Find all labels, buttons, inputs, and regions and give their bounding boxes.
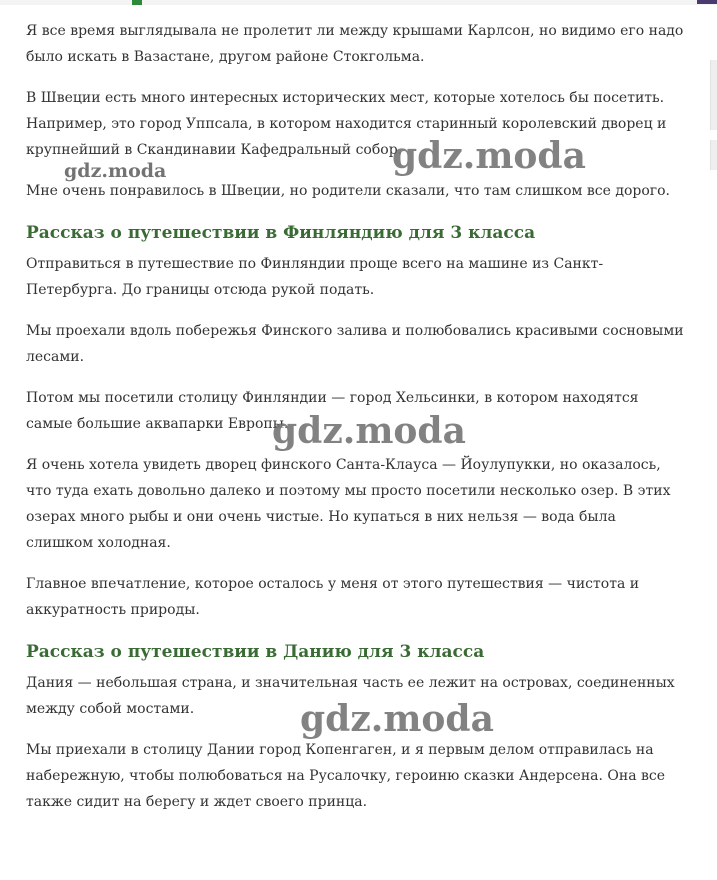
paragraph-finland-2: Мы проехали вдоль побережья Финского залива и полюбовались красивыми сосновыми лесами. [26,323,684,365]
paragraph-denmark-1: Дания — небольшая страна, и значительная часть ее лежит на островах, соединенных между собой мостами. [26,675,675,717]
paragraph-sweden-1: Я все время выглядывала не пролетит ли между крышами Карлсон, но видимо его надо было искать в Вазастане, другом районе Стокгольма. [26,23,684,65]
side-widget-edge [710,60,717,130]
heading-finland: Рассказ о путешествии в Финляндию для 3 класса [26,223,536,243]
paragraph-denmark-2: Мы приехали в столицу Дании город Копенгаген, и я первым делом отправилась на набережную, чтобы полюбоваться на Русалочку, героиню сказки Андерсена. Она все также сидит на берегу и ждет своего принца. [26,742,666,810]
paragraph-finland-5: Главное впечатление, которое осталось у меня от этого путешествия — чистота и аккуратность природы. [26,576,640,618]
watermark-top: gdz.moda [392,135,586,177]
watermark-bottom: gdz.moda [300,698,494,740]
paragraph-sweden-3: Мне очень понравилось в Швеции, но родители сказали, что там слишком все дорого. [26,183,670,199]
paragraph-finland-1: Отправиться в путешествие по Финляндии проще всего на машине из Санкт-Петербурга. До границы отсюда рукой подать. [26,256,604,298]
paragraph-finland-4: Я очень хотела увидеть дворец финского Санта-Клауса — Йоулупукки, но оказалось, что туда ехать довольно далеко и поэтому мы просто посетили несколько озер. В этих озерах много рыбы и они очень чистые. Но купаться в них нельзя — вода была слишком холодная. [26,457,671,551]
toolbar-green-icon [132,0,142,5]
watermark-middle: gdz.moda [272,410,466,452]
side-widget-edge-2 [710,140,717,170]
top-toolbar-strip [0,0,717,5]
toolbar-accent-bar [697,0,717,4]
paragraph-sweden-2: В Швеции есть много интересных исторических мест, которые хотелось бы посетить. Например, это город Уппсала, в котором находится старинный королевский дворец и крупнейший в Скандинавии Кафедральный собор. [26,90,667,158]
heading-denmark: Рассказ о путешествии в Данию для 3 класса [26,642,485,662]
paragraph-finland-3: Потом мы посетили столицу Финляндии — город Хельсинки, в котором находятся самые большие аквапарки Европы. [26,390,639,432]
article-body [26,18,686,830]
watermark-small: gdz.moda [64,160,167,182]
